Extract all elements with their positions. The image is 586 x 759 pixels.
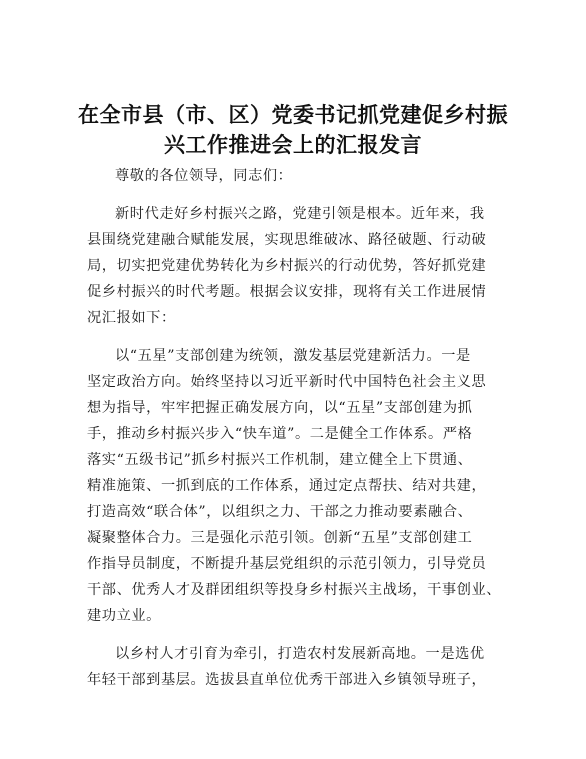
paragraph-line: 打造高效“联合体”，以组织之力、干部之力推动要素融合、 [87, 504, 473, 520]
paragraph-line: 坚定政治方向。始终坚持以习近平新时代中国特色社会主义思 [87, 374, 487, 390]
paragraph-line: 干部、优秀人才及群团组织等投身乡村振兴主战场，干事创业、 [87, 582, 502, 598]
paragraph-line: 精准施策、一抓到底的工作体系，通过定点帮扶、结对共建， [87, 478, 487, 494]
paragraph-line: 想为指导，牢牢把握正确发展方向，以“五星”支部创建为抓 [87, 400, 473, 416]
title-line-1: 在全市县（市、区）党委书记抓党建促乡村振 [78, 103, 508, 127]
paragraph-line: 以乡村人才引育为牵引，打造农村发展新高地。一是选优 [115, 646, 485, 662]
paragraph-line: 建功立业。 [87, 608, 161, 624]
paragraph-line: 手，推动乡村振兴步入“快车道”。二是健全工作体系。严格 [87, 426, 473, 442]
document-body [87, 163, 510, 703]
paragraph-line: 县围绕党建融合赋能发展，实现思维破冰、路径破题、行动破 [87, 232, 487, 248]
paragraph [87, 343, 510, 629]
title-line-2: 兴工作推进会上的汇报发言 [164, 133, 422, 157]
paragraph-line: 局，切实把党建优势转化为乡村振兴的行动优势，答好抓党建 [87, 258, 487, 274]
paragraph-line: 新时代走好乡村振兴之路，党建引领是根本。近年来，我 [115, 206, 485, 222]
paragraph-line: 凝聚整体合力。三是强化示范引领。创新“五星”支部创建工 [87, 530, 473, 546]
paragraph-line: 作指导员制度，不断提升基层党组织的示范引领力，引导党员 [87, 556, 487, 572]
paragraph-line: 况汇报如下： [87, 310, 176, 326]
paragraph-line: 年轻干部到基层。选拔县直单位优秀干部进入乡镇领导班子， [87, 672, 487, 688]
paragraph-line: 促乡村振兴的时代考题。根据会议安排，现将有关工作进展情 [87, 284, 487, 300]
paragraph-line: 以“五星”支部创建为统领，激发基层党建新活力。一是 [115, 348, 471, 364]
paragraph-line: 落实“五级书记”抓乡村振兴工作机制，建立健全上下贯通、 [87, 452, 473, 468]
salutation: 尊敬的各位领导，同志们： [115, 168, 293, 184]
paragraph [87, 201, 510, 331]
paragraph [87, 641, 510, 693]
document-title [60, 100, 526, 160]
